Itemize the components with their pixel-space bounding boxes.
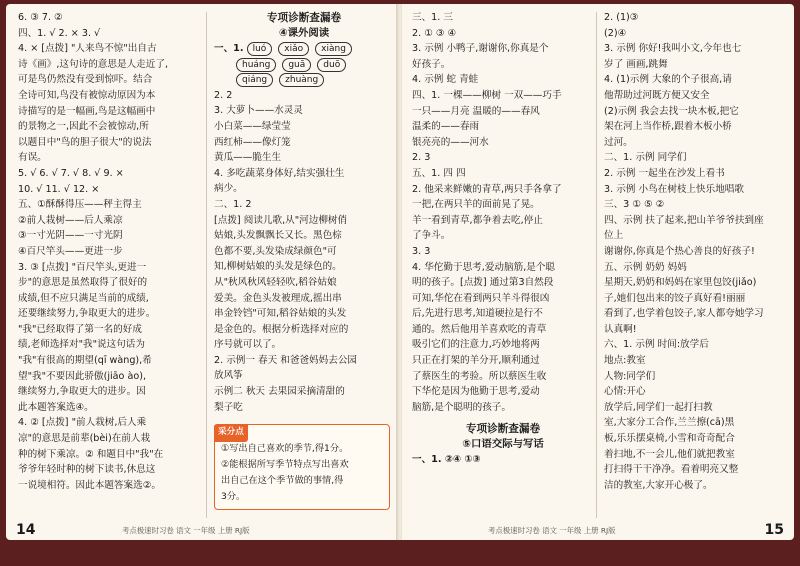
answer-line: 可是鸟仍然没有受到惊吓。结合	[18, 74, 153, 86]
answer-line: 以题目中"鸟的胆子很大"的说法	[18, 136, 152, 148]
column-divider	[206, 12, 207, 518]
answer-line: 五、①酥酥得压——秤主得主	[18, 199, 142, 211]
section-title: 专项诊断查漏卷	[266, 12, 342, 24]
answer-line: 三、3 ① ⑤ ②	[604, 199, 665, 211]
score-points-tag: 采分点	[214, 424, 248, 442]
pinyin-answer: duō	[317, 58, 346, 72]
answer-line: 3. 示例 小鸟在树枝上快乐地唱歌	[604, 183, 744, 195]
answer-line: (2)示例 我会去找一块木板,把它	[604, 105, 739, 117]
answer-line: 四、1. 一棵——柳树 一双——巧手	[412, 89, 562, 101]
answer-line: 6. ③ 7. ②	[18, 12, 63, 23]
answer-line: 二、1. 2	[214, 198, 252, 210]
answer-line: 全诗可知,鸟没有被惊动原因为本	[18, 89, 156, 101]
answer-line: 10. √ 11. √ 12. ×	[18, 183, 100, 195]
answer-line: 从"秋风秋风轻轻吹,稻谷姑娘	[214, 276, 337, 288]
score-points-box	[214, 424, 390, 510]
answer-line: 3. 3	[412, 245, 431, 257]
answer-line: 爱美。金色头发被理成,摇出串	[214, 292, 342, 304]
section-title: 专项诊断查漏卷	[465, 423, 541, 436]
answer-line: 2. 示例一 春天 和爸爸妈妈去公园	[214, 354, 358, 366]
section-subtitle: ⑤口语交际与写话	[462, 438, 544, 451]
answer-line: 5. √ 6. √ 7. √ 8. √ 9. ×	[18, 167, 124, 179]
pinyin-row-3	[214, 72, 394, 88]
right-column-2	[604, 10, 788, 493]
answer-line: 2. 示例 一起坐在沙发上看书	[604, 167, 725, 179]
answer-line: 4. × [点拨] "人来鸟不惊"出自古	[18, 43, 157, 55]
answer-line: 爷爷年轻时种的树下读书,休息这	[18, 464, 156, 476]
page-number: 15	[764, 522, 784, 538]
answer-line: 绩,老师选择对"我"说这句话为	[18, 339, 145, 351]
answer-line: ④百尺竿头——更进一步	[18, 245, 123, 257]
answer-line: 凉"的意思是前辈(bèi)在前人栽	[18, 433, 151, 445]
answer-line: 认真啊!	[604, 323, 637, 335]
answer-line: 知,柳树姑娘的头发是绿色的。	[214, 261, 342, 273]
answer-line: (2)④	[604, 27, 627, 39]
answer-line: 一说境相符。因此本题答案选②。	[18, 479, 161, 491]
answer-line: 岁了 画画,跳舞	[604, 58, 668, 70]
pinyin-answer: zhuàng	[279, 73, 324, 87]
answer-line: ②能根据所写季节特点写出喜欢	[221, 459, 349, 470]
answer-line: 四、示例 扶了起来,把山羊爷爷扶到座	[604, 214, 764, 226]
answer-line: 3. 示例 小鸭子,谢谢你,你真是个	[412, 43, 549, 55]
footer: 考点极速时习卷 语文 一年级 上册 RJ版	[122, 526, 250, 535]
answer-line: 步"的意思是虽然取得了很好的	[18, 277, 148, 289]
answer-line: 二、1. 示例 同学们	[604, 152, 687, 164]
answer-line: 望"我"不要因此骄傲(jiāo ào),	[18, 370, 146, 382]
answer-line: 脑筋,是个聪明的孩子。	[412, 401, 511, 413]
answer-line: 室,大家分工合作,兰兰擦(cā)黑	[604, 417, 735, 429]
answer-line: 后,先进行思考,知道硬拉是行不	[412, 308, 543, 320]
answer-line: 黄瓜——脆生生	[214, 152, 282, 164]
answer-line: 地点:教室	[604, 355, 646, 367]
answer-line: 下华佗是因为他勤于思考,爱动	[412, 386, 540, 398]
answer-line: 有误。	[18, 152, 47, 164]
answer-line: 通的。然后他用羊喜欢吃的青草	[412, 323, 547, 335]
answer-line: 五、1. 四 四	[412, 167, 466, 179]
answer-line: 出自己在这个季节做的事情,得	[221, 475, 344, 486]
answer-line: 是金色的。根据分析选择对应的	[214, 323, 349, 335]
answer-line: 的景物之一,因此不会被惊动,所	[18, 121, 149, 133]
answer-line: 色都不要,头发染成绿颜色"可	[214, 245, 337, 257]
answer-line: 星期天,奶奶和妈妈在家里包饺(jiǎo)	[604, 277, 757, 289]
answer-line: 梨子吃	[214, 401, 243, 413]
answer-line: 吸引它们的注意力,巧妙地将两	[412, 339, 540, 351]
answer-line: ②前人栽树——后人乘凉	[18, 214, 123, 226]
answer-line: 架在河上当作桥,跟着木板小桥	[604, 121, 732, 133]
answer-line: 2. 3	[412, 152, 431, 164]
answer-line: 3. ③ [点拨] "百尺竿头,更进一	[18, 261, 147, 273]
pinyin-answer: luó	[247, 42, 273, 56]
right-page	[402, 4, 794, 540]
answer-line: 好孩子。	[412, 58, 451, 70]
answer-line: 诗《画》,这句诗的意思是人走近了,	[18, 58, 169, 70]
answer-line: 四、1. √ 2. × 3. √	[18, 27, 101, 39]
left-column-1	[18, 10, 204, 493]
answer-line: 4. (1)示例 大象的个子很高,请	[604, 74, 732, 86]
pinyin-answer: xiàng	[315, 42, 352, 56]
answer-line: 4. 多吃蔬菜身体好,结实强壮生	[214, 167, 345, 179]
answer-line: 温柔的——春雨	[412, 121, 480, 133]
section-subtitle: ④课外阅读	[278, 27, 330, 39]
answer-line: 小白菜——绿莹莹	[214, 120, 291, 132]
answer-line: 子,她们包出来的饺子真好看!丽丽	[604, 292, 746, 304]
answer-line: 西红柿——像灯笼	[214, 136, 291, 148]
answer-line: 可知,华佗在看到两只羊斗得很凶	[412, 292, 550, 304]
answer-line: 一把,在两只羊的面前晃了晃。	[412, 199, 540, 211]
answer-line: "我"有很高的期望(qī wàng),希	[18, 355, 152, 367]
answer-line: 心情:开心	[604, 386, 646, 398]
answer-line: 诗描写的是一幅画,鸟是这幅画中	[18, 105, 156, 117]
answer-line: 着扫地,不一会儿,他们就把教室	[604, 448, 735, 460]
pinyin-row-1	[214, 41, 394, 57]
answer-line: 洁的教室,大家开心极了。	[604, 479, 713, 491]
answer-line: 此本题答案选④。	[18, 401, 94, 413]
answer-line: 六、1. 示例 时间:放学后	[604, 339, 709, 351]
answer-line: 3分。	[221, 491, 246, 502]
answer-line: 过河。	[604, 136, 633, 148]
pinyin-answer: xiǎo	[278, 42, 309, 56]
answer-line: 示例二 秋天 去果园采摘清甜的	[214, 386, 345, 398]
answer-line: 位上	[604, 230, 624, 242]
answer-line: 2. ① ③ ④	[412, 27, 457, 39]
column-divider	[596, 12, 597, 518]
answer-line: 他帮助过河既方便又安全	[604, 89, 710, 101]
answer-line: 种的树下乘凉。② 和题目中"我"在	[18, 448, 164, 460]
answer-line: 了争斗。	[412, 230, 451, 242]
page-number: 14	[16, 522, 36, 538]
answer-line: 4. ② [点拨] "前人栽树,后人乘	[18, 417, 147, 429]
answer-line: 序号就可以了。	[214, 339, 282, 351]
answer-line: 谢谢你,你真是个热心善良的好孩子!	[604, 245, 755, 257]
answer-line: 继续努力,争取更大的进步。因	[18, 386, 146, 398]
answer-line: 羊一看到青草,都争着去吃,停止	[412, 214, 543, 226]
answer-line: 五、示例 奶奶 妈妈	[604, 261, 687, 273]
answer-line: 放风筝	[214, 370, 243, 382]
answer-line: [点拨] 阅读儿歌,从"河边柳树俏	[214, 214, 348, 226]
answer-line: 一、1. ②④ ①③	[412, 454, 481, 466]
answer-line: 板,乐乐摆桌椅,小雪和奇奇配合	[604, 433, 735, 445]
answer-line: 成绩,但不应只满足当前的成绩,	[18, 292, 149, 304]
answer-line: ①写出自己喜欢的季节,得1分。	[221, 443, 349, 454]
answer-line: 还要继续努力,争取更大的进步。	[18, 308, 156, 320]
answer-line: "我"已经取得了第一名的好成	[18, 323, 142, 335]
answer-line: 2. 2	[214, 89, 233, 101]
answer-line: 串金铃铛"可知,稻谷姑娘的头发	[214, 308, 347, 320]
answer-line: 只正在打架的羊分开,顺利通过	[412, 355, 540, 367]
answer-line: 4. 华佗勤于思考,爱动脑筋,是个聪	[412, 261, 556, 273]
pinyin-answer: qiáng	[236, 73, 273, 87]
answer-line: 2. (1)③	[604, 12, 639, 23]
answer-line: 三、1. 三	[412, 12, 453, 23]
answer-line: 2. 他采来鲜嫩的青草,两只手各拿了	[412, 183, 562, 195]
answer-line: 3. 大萝卜——水灵灵	[214, 105, 303, 117]
left-column-2	[214, 10, 394, 502]
answer-line: 放学后,同学们一起打扫教	[604, 401, 713, 413]
answer-line: 看到了,也学着包饺子,家人都夸她学习	[604, 308, 764, 320]
answer-line: 病少。	[214, 183, 243, 195]
answer-line: 银亮亮的——河水	[412, 136, 489, 148]
answer-line: ③一寸光阴——一寸光阴	[18, 230, 123, 242]
pinyin-answer: huáng	[236, 58, 276, 72]
answer-line: 姑娘,头发飘飘长又长。黑色棕	[214, 230, 342, 242]
left-page	[6, 4, 398, 540]
question-number: 一、1.	[214, 43, 244, 54]
answer-line: 了蔡医生的考验。所以蔡医生收	[412, 370, 547, 382]
pinyin-answer: guā	[282, 58, 311, 72]
answer-line: 一只——月亮 温暖的——春风	[412, 105, 540, 117]
answer-line: 4. 示例 蛇 青蛙	[412, 74, 479, 86]
answer-line: 3. 示例 你好!我叫小文,今年也七	[604, 43, 742, 55]
answer-line: 打扫得干干净净。看着明亮又整	[604, 464, 739, 476]
pinyin-row-2	[214, 57, 394, 73]
footer: 考点极速时习卷 语文 一年级 上册 RJ版	[488, 526, 616, 535]
right-column-1	[412, 10, 594, 468]
answer-line: 明的孩子。[点拨] 通过第3自然段	[412, 277, 554, 289]
answer-line: 人物:同学们	[604, 370, 656, 382]
